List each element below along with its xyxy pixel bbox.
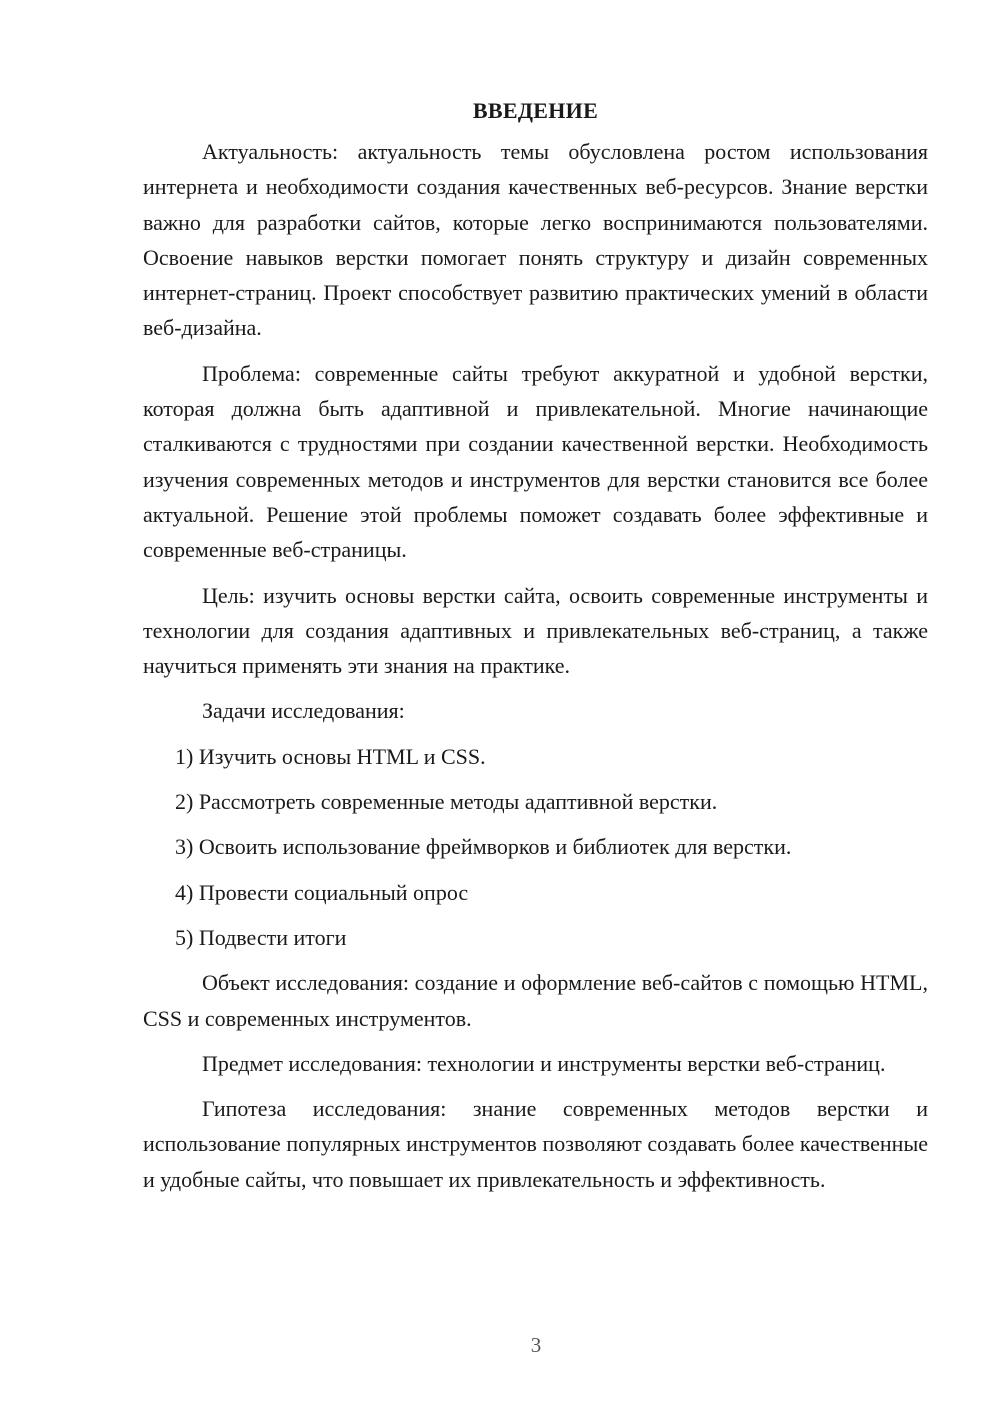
tasks-list bbox=[143, 739, 928, 955]
problem-paragraph: Проблема: современные сайты требуют аккуратной и удобной верстки, которая должна быть адаптивной и привлекательной. Многие начинающие сталкиваются с трудностями при создании качественной верстки. Необходимость изучения современных методов и инструментов для верстки становится все более актуальной. Решение этой проблемы поможет создавать более эффективные и современные веб-страницы. bbox=[143, 360, 928, 563]
task-item: 1) Изучить основы HTML и CSS. bbox=[175, 743, 486, 769]
object-paragraph: Объект исследования: создание и оформление веб-сайтов с помощью HTML, CSS и современных инструментов. bbox=[143, 970, 928, 1031]
tasks-heading: Задачи исследования: bbox=[202, 698, 405, 724]
document-page bbox=[143, 96, 928, 1207]
task-item: 2) Рассмотреть современные методы адаптивной верстки. bbox=[175, 789, 718, 815]
goal-paragraph: Цель: изучить основы верстки сайта, освоить современные инструменты и технологии для создания адаптивных и привлекательных веб-страниц, а также научиться применять эти знания на практике. bbox=[143, 582, 928, 679]
task-item: 4) Провести социальный опрос bbox=[175, 879, 469, 905]
subject-paragraph: Предмет исследования: технологии и инструменты верстки веб-страниц. bbox=[202, 1050, 886, 1076]
task-item: 5) Подвести итоги bbox=[175, 924, 347, 950]
task-item: 3) Освоить использование фреймворков и библиотек для верстки. bbox=[175, 834, 792, 860]
hypothesis-paragraph: Гипотеза исследования: знание современных методов верстки и использование популярных инструментов позволяют создавать более качественные и удобные сайты, что повышает их привлекательность и эффективность. bbox=[143, 1096, 928, 1192]
page-number: 3 bbox=[530, 1333, 542, 1357]
relevance-paragraph: Актуальность: актуальность темы обусловлена ростом использования интернета и необходимости создания качественных веб-ресурсов. Знание верстки важно для разработки сайтов, которые легко воспринимаются пользователями. Освоение навыков верстки помогает понять структуру и дизайн современных интернет-страниц. Проект способствует развитию практических умений в области веб-дизайна. bbox=[143, 139, 928, 341]
page-title: ВВЕДЕНИЕ bbox=[472, 98, 599, 123]
